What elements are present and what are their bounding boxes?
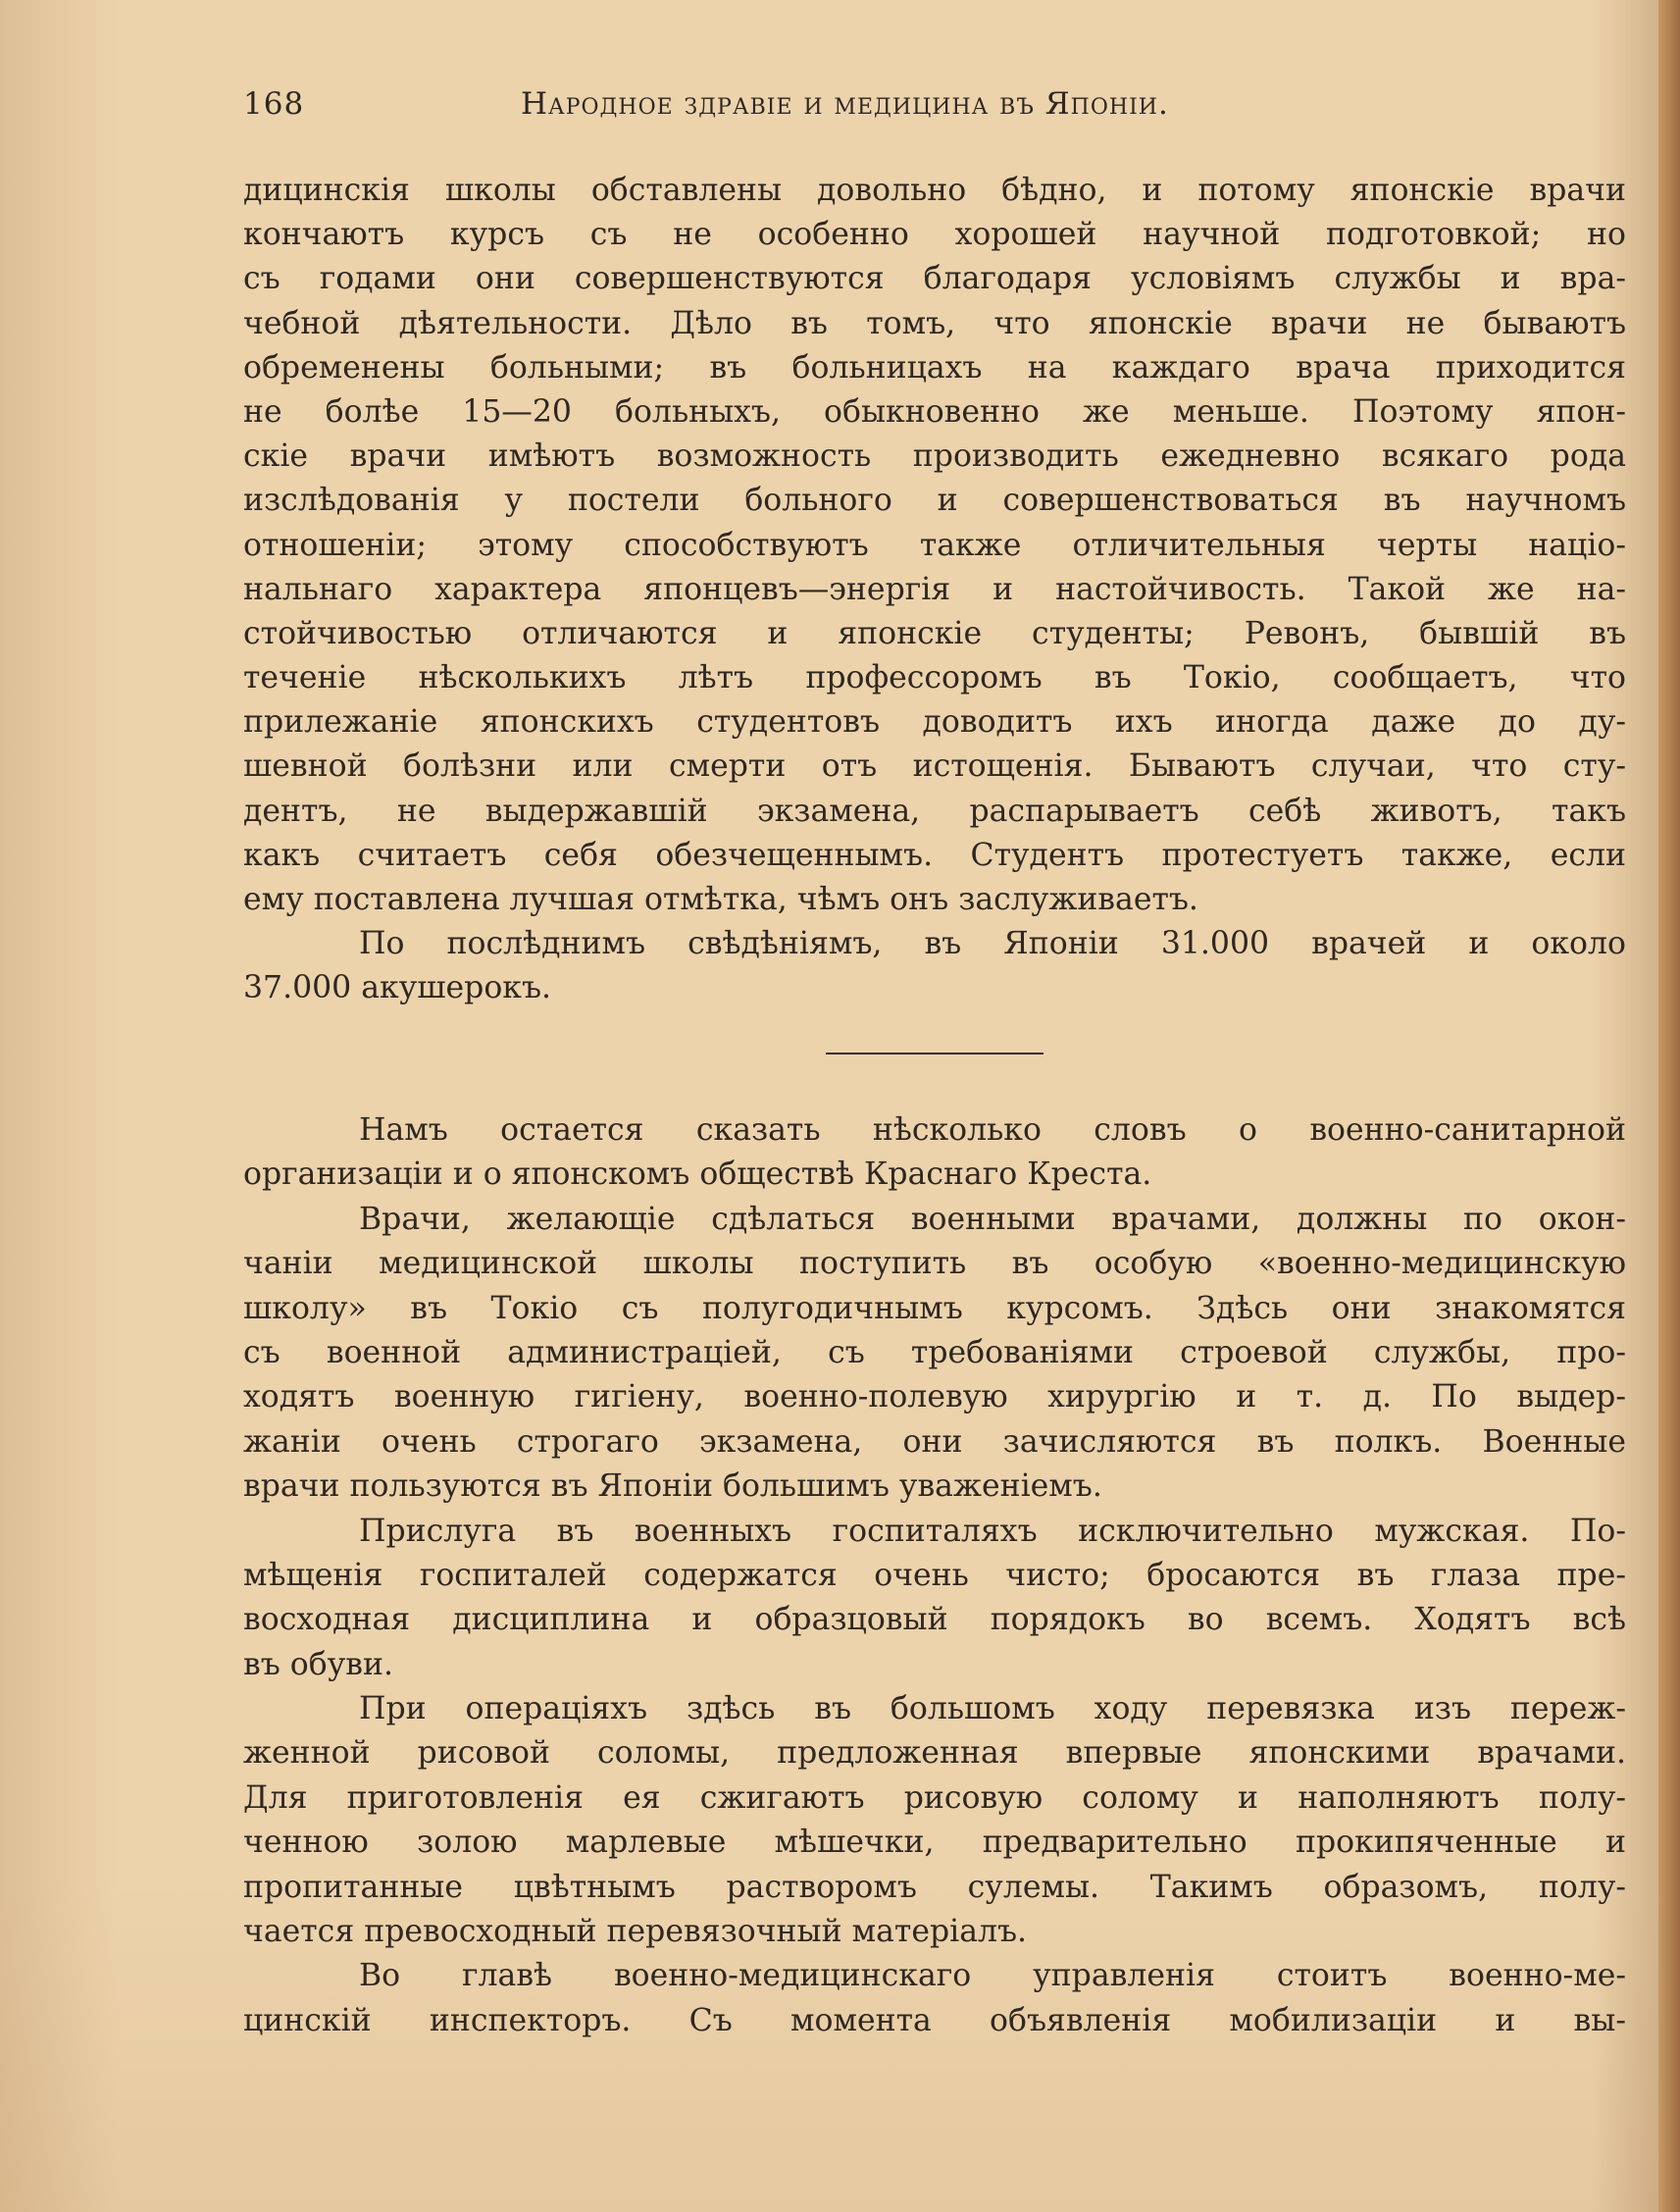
text-line: врачи пользуются въ Японіи большимъ уваженіемъ. <box>243 1468 1102 1505</box>
text-line: какъ считаетъ себя обезчещеннымъ. Студентъ протестуетъ также, если <box>243 837 1626 873</box>
text-line: По послѣднимъ свѣдѣніямъ, въ Японіи 31.000 врачей и около <box>359 926 1626 962</box>
text-line: кончаютъ курсъ съ не особенно хорошей научной подготовкой; но <box>243 217 1626 253</box>
text-line: въ обуви. <box>243 1646 393 1682</box>
text-line: ченною золою марлевые мѣшечки, предварительно прокипяченные и <box>243 1825 1626 1861</box>
text-line: съ годами они совершенствуются благодаря условіямъ службы и вра- <box>243 261 1626 297</box>
text-line: съ военной администраціей, съ требованіями строевой службы, про- <box>243 1334 1626 1370</box>
text-line: 37.000 акушерокъ. <box>243 970 552 1006</box>
text-line: шевной болѣзни или смерти отъ истощенія. Бываютъ случаи, что сту- <box>243 748 1626 785</box>
text-line: жаніи очень строгаго экзамена, они зачисляются въ полкъ. Военные <box>243 1423 1626 1460</box>
text-line: теченіе нѣсколькихъ лѣтъ профессоромъ въ Токіо, сообщаетъ, что <box>243 660 1626 696</box>
text-line: Прислуга въ военныхъ госпиталяхъ исключительно мужская. По- <box>359 1513 1626 1549</box>
text-line: ходятъ военную гигіену, военно-полевую хирургію и т. д. По выдер- <box>243 1379 1626 1415</box>
text-line: цинскій инспекторъ. Съ момента объявленія мобилизаціи и вы- <box>243 2002 1626 2038</box>
text-line: скіе врачи имѣютъ возможность производить ежедневно всякаго рода <box>243 438 1626 475</box>
text-line: женной рисовой соломы, предложенная впервые японскими врачами. <box>243 1735 1626 1772</box>
text-line: Врачи, желающіе сдѣлаться военными врачами, должны по окон- <box>359 1201 1626 1237</box>
text-line: организаціи и о японскомъ обществѣ Краснаго Креста. <box>243 1157 1152 1193</box>
text-line: отношеніи; этому способствуютъ также отличительныя черты націо- <box>243 527 1626 563</box>
text-line: Намъ остается сказать нѣсколько словъ о военно-санитарной <box>359 1112 1626 1148</box>
page-header <box>243 86 1616 131</box>
text-line: изслѣдованія у постели больного и совершенствоваться въ научномъ <box>243 483 1626 519</box>
text-line: дицинскія школы обставлены довольно бѣдно, и потому японскіе врачи <box>243 173 1626 208</box>
text-line: При операціяхъ здѣсь въ большомъ ходу перевязка изъ переж- <box>359 1691 1626 1727</box>
text-line: чается превосходный перевязочный матеріалъ. <box>243 1914 1028 1950</box>
text-line: школу» въ Токіо съ полугодичнымъ курсомъ. Здѣсь они знакомятся <box>243 1290 1626 1326</box>
page-number: 168 <box>243 86 305 122</box>
text-line: прилежаніе японскихъ студентовъ доводитъ ихъ иногда даже до ду- <box>243 704 1626 741</box>
text-line: чаніи медицинской школы поступить въ особую «военно-медицинскую <box>243 1246 1626 1282</box>
text-line: обременены больными; въ больницахъ на каждаго врача приходится <box>243 349 1626 386</box>
text-line: дентъ, не выдержавшій экзамена, распарываетъ себѣ животъ, такъ <box>243 793 1626 829</box>
text-line: ему поставлена лучшая отмѣтка, чѣмъ онъ заслуживаетъ. <box>243 882 1198 917</box>
text-line: чебной дѣятельности. Дѣло въ томъ, что японскіе врачи не бываютъ <box>243 305 1626 341</box>
text-line: мѣщенія госпиталей содержатся очень чисто; бросаются въ глаза пре- <box>243 1557 1626 1593</box>
text-line: Для приготовленія ея сжигаютъ рисовую солому и наполняютъ полу- <box>243 1779 1626 1816</box>
text-line: стойчивостью отличаются и японскіе студенты; Ревонъ, бывшій въ <box>243 615 1626 651</box>
text-line: не болѣе 15—20 больныхъ, обыкновенно же меньше. Поэтому япон- <box>243 393 1626 430</box>
text-line: пропитанные цвѣтнымъ растворомъ сулемы. Такимъ образомъ, полу- <box>243 1869 1626 1905</box>
text-line: нальнаго характера японцевъ—энергія и настойчивость. Такой же на- <box>243 571 1626 607</box>
text-line: восходная дисциплина и образцовый порядокъ во всемъ. Ходятъ всѣ <box>243 1602 1626 1638</box>
running-title: Народное здравіе и медицина въ Японіи. <box>521 86 1169 122</box>
section-divider <box>826 1053 1044 1055</box>
text-line: Во главѣ военно-медицинскаго управленія стоитъ военно-ме- <box>359 1958 1626 1994</box>
text-block-lower <box>243 1108 1626 2043</box>
page-edge-shadow <box>1658 0 1680 2212</box>
text-block-upper <box>243 169 1626 1011</box>
